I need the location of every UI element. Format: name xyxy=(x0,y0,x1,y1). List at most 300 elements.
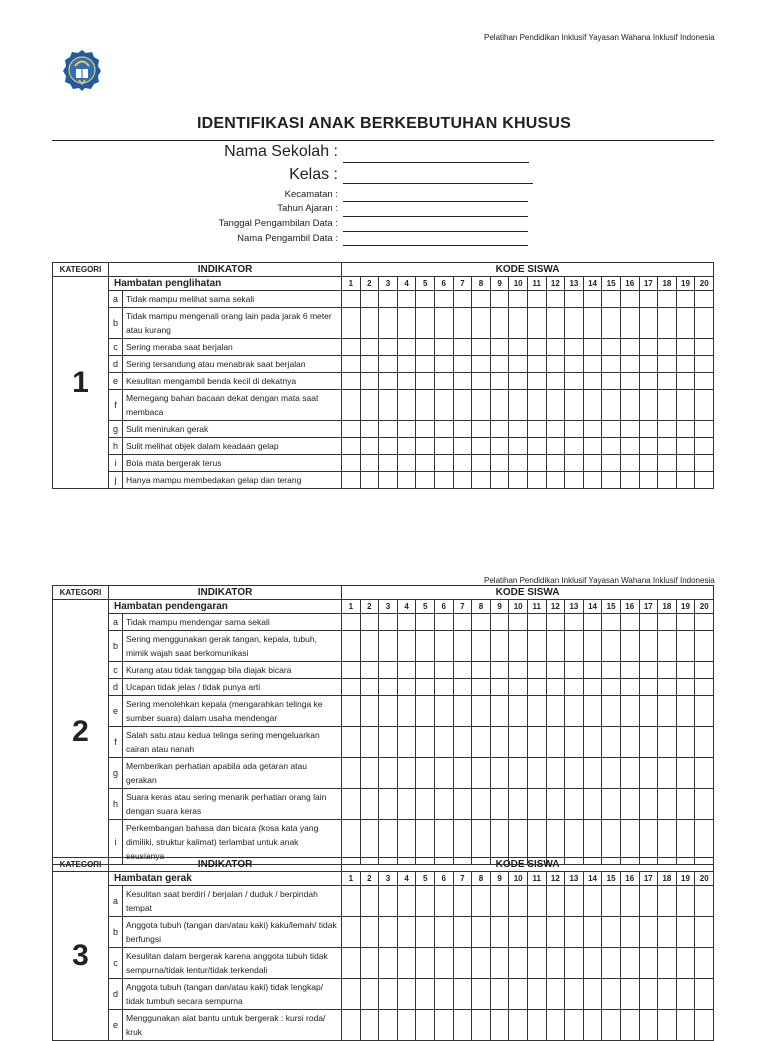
check-cell[interactable] xyxy=(565,948,584,979)
check-cell[interactable] xyxy=(546,373,565,390)
check-cell[interactable] xyxy=(416,291,435,308)
check-cell[interactable] xyxy=(602,472,621,489)
check-cell[interactable] xyxy=(620,614,639,631)
check-cell[interactable] xyxy=(453,696,472,727)
check-cell[interactable] xyxy=(565,631,584,662)
check-cell[interactable] xyxy=(583,455,602,472)
check-cell[interactable] xyxy=(342,614,361,631)
check-cell[interactable] xyxy=(676,979,695,1010)
check-cell[interactable] xyxy=(546,356,565,373)
check-cell[interactable] xyxy=(379,308,398,339)
check-cell[interactable] xyxy=(342,1010,361,1041)
check-cell[interactable] xyxy=(565,373,584,390)
check-cell[interactable] xyxy=(509,291,528,308)
check-cell[interactable] xyxy=(397,1010,416,1041)
check-cell[interactable] xyxy=(397,472,416,489)
check-cell[interactable] xyxy=(602,339,621,356)
check-cell[interactable] xyxy=(360,308,379,339)
check-cell[interactable] xyxy=(527,979,546,1010)
check-cell[interactable] xyxy=(620,696,639,727)
check-cell[interactable] xyxy=(416,696,435,727)
check-cell[interactable] xyxy=(360,886,379,917)
check-cell[interactable] xyxy=(658,631,677,662)
check-cell[interactable] xyxy=(342,373,361,390)
check-cell[interactable] xyxy=(695,1010,714,1041)
check-cell[interactable] xyxy=(695,438,714,455)
check-cell[interactable] xyxy=(360,696,379,727)
check-cell[interactable] xyxy=(434,373,453,390)
check-cell[interactable] xyxy=(676,472,695,489)
check-cell[interactable] xyxy=(620,727,639,758)
check-cell[interactable] xyxy=(546,438,565,455)
check-cell[interactable] xyxy=(509,455,528,472)
check-cell[interactable] xyxy=(602,679,621,696)
check-cell[interactable] xyxy=(695,631,714,662)
check-cell[interactable] xyxy=(397,886,416,917)
check-cell[interactable] xyxy=(472,308,491,339)
check-cell[interactable] xyxy=(509,614,528,631)
check-cell[interactable] xyxy=(546,917,565,948)
check-cell[interactable] xyxy=(527,291,546,308)
check-cell[interactable] xyxy=(676,789,695,820)
check-cell[interactable] xyxy=(602,631,621,662)
check-cell[interactable] xyxy=(695,948,714,979)
check-cell[interactable] xyxy=(527,455,546,472)
check-cell[interactable] xyxy=(546,631,565,662)
check-cell[interactable] xyxy=(453,438,472,455)
check-cell[interactable] xyxy=(416,373,435,390)
check-cell[interactable] xyxy=(676,727,695,758)
check-cell[interactable] xyxy=(397,455,416,472)
check-cell[interactable] xyxy=(434,291,453,308)
check-cell[interactable] xyxy=(397,356,416,373)
check-cell[interactable] xyxy=(416,979,435,1010)
check-cell[interactable] xyxy=(676,948,695,979)
check-cell[interactable] xyxy=(620,886,639,917)
check-cell[interactable] xyxy=(379,727,398,758)
check-cell[interactable] xyxy=(472,373,491,390)
check-cell[interactable] xyxy=(509,308,528,339)
check-cell[interactable] xyxy=(639,727,658,758)
check-cell[interactable] xyxy=(658,727,677,758)
check-cell[interactable] xyxy=(434,662,453,679)
check-cell[interactable] xyxy=(527,308,546,339)
check-cell[interactable] xyxy=(472,789,491,820)
check-cell[interactable] xyxy=(379,679,398,696)
check-cell[interactable] xyxy=(490,696,509,727)
check-cell[interactable] xyxy=(658,696,677,727)
check-cell[interactable] xyxy=(453,308,472,339)
check-cell[interactable] xyxy=(472,421,491,438)
check-cell[interactable] xyxy=(620,631,639,662)
check-cell[interactable] xyxy=(639,339,658,356)
check-cell[interactable] xyxy=(360,917,379,948)
check-cell[interactable] xyxy=(583,1010,602,1041)
check-cell[interactable] xyxy=(565,356,584,373)
check-cell[interactable] xyxy=(658,614,677,631)
check-cell[interactable] xyxy=(379,373,398,390)
check-cell[interactable] xyxy=(527,948,546,979)
check-cell[interactable] xyxy=(565,421,584,438)
check-cell[interactable] xyxy=(453,631,472,662)
check-cell[interactable] xyxy=(472,886,491,917)
check-cell[interactable] xyxy=(695,886,714,917)
check-cell[interactable] xyxy=(360,339,379,356)
check-cell[interactable] xyxy=(695,662,714,679)
check-cell[interactable] xyxy=(676,356,695,373)
check-cell[interactable] xyxy=(546,886,565,917)
check-cell[interactable] xyxy=(583,291,602,308)
check-cell[interactable] xyxy=(695,472,714,489)
check-cell[interactable] xyxy=(342,455,361,472)
check-cell[interactable] xyxy=(472,339,491,356)
check-cell[interactable] xyxy=(583,789,602,820)
check-cell[interactable] xyxy=(527,373,546,390)
check-cell[interactable] xyxy=(639,438,658,455)
check-cell[interactable] xyxy=(434,308,453,339)
check-cell[interactable] xyxy=(695,614,714,631)
check-cell[interactable] xyxy=(490,421,509,438)
check-cell[interactable] xyxy=(546,390,565,421)
check-cell[interactable] xyxy=(639,308,658,339)
check-cell[interactable] xyxy=(583,679,602,696)
check-cell[interactable] xyxy=(527,631,546,662)
check-cell[interactable] xyxy=(658,1010,677,1041)
check-cell[interactable] xyxy=(379,614,398,631)
check-cell[interactable] xyxy=(509,758,528,789)
check-cell[interactable] xyxy=(620,979,639,1010)
check-cell[interactable] xyxy=(342,308,361,339)
check-cell[interactable] xyxy=(490,472,509,489)
check-cell[interactable] xyxy=(397,696,416,727)
check-cell[interactable] xyxy=(379,455,398,472)
tahun-ajaran-field[interactable] xyxy=(343,216,528,217)
check-cell[interactable] xyxy=(472,1010,491,1041)
check-cell[interactable] xyxy=(397,390,416,421)
check-cell[interactable] xyxy=(342,789,361,820)
check-cell[interactable] xyxy=(695,758,714,789)
check-cell[interactable] xyxy=(490,789,509,820)
check-cell[interactable] xyxy=(490,979,509,1010)
check-cell[interactable] xyxy=(583,390,602,421)
check-cell[interactable] xyxy=(453,390,472,421)
check-cell[interactable] xyxy=(342,727,361,758)
check-cell[interactable] xyxy=(472,917,491,948)
check-cell[interactable] xyxy=(360,758,379,789)
check-cell[interactable] xyxy=(546,339,565,356)
check-cell[interactable] xyxy=(527,356,546,373)
check-cell[interactable] xyxy=(527,679,546,696)
check-cell[interactable] xyxy=(434,421,453,438)
check-cell[interactable] xyxy=(397,339,416,356)
check-cell[interactable] xyxy=(453,917,472,948)
check-cell[interactable] xyxy=(695,421,714,438)
check-cell[interactable] xyxy=(639,356,658,373)
check-cell[interactable] xyxy=(658,789,677,820)
check-cell[interactable] xyxy=(527,696,546,727)
check-cell[interactable] xyxy=(546,789,565,820)
check-cell[interactable] xyxy=(434,758,453,789)
check-cell[interactable] xyxy=(658,455,677,472)
check-cell[interactable] xyxy=(583,356,602,373)
check-cell[interactable] xyxy=(397,308,416,339)
check-cell[interactable] xyxy=(379,662,398,679)
check-cell[interactable] xyxy=(434,948,453,979)
check-cell[interactable] xyxy=(620,662,639,679)
check-cell[interactable] xyxy=(583,758,602,789)
check-cell[interactable] xyxy=(434,886,453,917)
check-cell[interactable] xyxy=(416,789,435,820)
check-cell[interactable] xyxy=(360,421,379,438)
check-cell[interactable] xyxy=(453,356,472,373)
check-cell[interactable] xyxy=(490,679,509,696)
check-cell[interactable] xyxy=(472,727,491,758)
check-cell[interactable] xyxy=(509,979,528,1010)
check-cell[interactable] xyxy=(379,789,398,820)
check-cell[interactable] xyxy=(397,421,416,438)
check-cell[interactable] xyxy=(453,662,472,679)
check-cell[interactable] xyxy=(546,679,565,696)
check-cell[interactable] xyxy=(602,390,621,421)
check-cell[interactable] xyxy=(342,472,361,489)
check-cell[interactable] xyxy=(639,1010,658,1041)
check-cell[interactable] xyxy=(342,631,361,662)
check-cell[interactable] xyxy=(565,917,584,948)
check-cell[interactable] xyxy=(676,662,695,679)
check-cell[interactable] xyxy=(509,1010,528,1041)
check-cell[interactable] xyxy=(490,356,509,373)
check-cell[interactable] xyxy=(453,979,472,1010)
check-cell[interactable] xyxy=(602,886,621,917)
check-cell[interactable] xyxy=(453,455,472,472)
check-cell[interactable] xyxy=(342,696,361,727)
check-cell[interactable] xyxy=(639,455,658,472)
check-cell[interactable] xyxy=(639,390,658,421)
check-cell[interactable] xyxy=(490,291,509,308)
check-cell[interactable] xyxy=(472,679,491,696)
check-cell[interactable] xyxy=(434,727,453,758)
check-cell[interactable] xyxy=(565,679,584,696)
check-cell[interactable] xyxy=(527,614,546,631)
check-cell[interactable] xyxy=(658,758,677,789)
check-cell[interactable] xyxy=(360,438,379,455)
check-cell[interactable] xyxy=(434,917,453,948)
check-cell[interactable] xyxy=(453,679,472,696)
check-cell[interactable] xyxy=(620,390,639,421)
check-cell[interactable] xyxy=(490,948,509,979)
check-cell[interactable] xyxy=(658,662,677,679)
check-cell[interactable] xyxy=(453,948,472,979)
check-cell[interactable] xyxy=(416,472,435,489)
check-cell[interactable] xyxy=(509,438,528,455)
check-cell[interactable] xyxy=(509,390,528,421)
kecamatan-field[interactable] xyxy=(343,201,528,202)
check-cell[interactable] xyxy=(342,390,361,421)
check-cell[interactable] xyxy=(397,614,416,631)
check-cell[interactable] xyxy=(490,662,509,679)
check-cell[interactable] xyxy=(397,948,416,979)
check-cell[interactable] xyxy=(546,308,565,339)
check-cell[interactable] xyxy=(360,727,379,758)
check-cell[interactable] xyxy=(602,696,621,727)
check-cell[interactable] xyxy=(583,727,602,758)
check-cell[interactable] xyxy=(676,308,695,339)
check-cell[interactable] xyxy=(416,727,435,758)
check-cell[interactable] xyxy=(658,886,677,917)
check-cell[interactable] xyxy=(527,758,546,789)
check-cell[interactable] xyxy=(342,679,361,696)
check-cell[interactable] xyxy=(490,339,509,356)
check-cell[interactable] xyxy=(639,917,658,948)
check-cell[interactable] xyxy=(658,356,677,373)
check-cell[interactable] xyxy=(490,455,509,472)
check-cell[interactable] xyxy=(583,373,602,390)
check-cell[interactable] xyxy=(695,696,714,727)
check-cell[interactable] xyxy=(397,662,416,679)
check-cell[interactable] xyxy=(509,356,528,373)
check-cell[interactable] xyxy=(509,679,528,696)
check-cell[interactable] xyxy=(620,455,639,472)
check-cell[interactable] xyxy=(676,1010,695,1041)
check-cell[interactable] xyxy=(453,421,472,438)
check-cell[interactable] xyxy=(527,727,546,758)
check-cell[interactable] xyxy=(602,291,621,308)
check-cell[interactable] xyxy=(472,948,491,979)
check-cell[interactable] xyxy=(509,662,528,679)
check-cell[interactable] xyxy=(583,948,602,979)
check-cell[interactable] xyxy=(620,356,639,373)
check-cell[interactable] xyxy=(583,662,602,679)
check-cell[interactable] xyxy=(509,886,528,917)
check-cell[interactable] xyxy=(639,758,658,789)
check-cell[interactable] xyxy=(695,339,714,356)
check-cell[interactable] xyxy=(379,631,398,662)
check-cell[interactable] xyxy=(453,886,472,917)
check-cell[interactable] xyxy=(546,421,565,438)
check-cell[interactable] xyxy=(695,373,714,390)
check-cell[interactable] xyxy=(342,917,361,948)
check-cell[interactable] xyxy=(602,917,621,948)
check-cell[interactable] xyxy=(360,373,379,390)
check-cell[interactable] xyxy=(620,917,639,948)
check-cell[interactable] xyxy=(583,421,602,438)
check-cell[interactable] xyxy=(490,1010,509,1041)
check-cell[interactable] xyxy=(490,373,509,390)
check-cell[interactable] xyxy=(639,696,658,727)
check-cell[interactable] xyxy=(602,438,621,455)
check-cell[interactable] xyxy=(676,917,695,948)
check-cell[interactable] xyxy=(453,727,472,758)
check-cell[interactable] xyxy=(360,356,379,373)
check-cell[interactable] xyxy=(565,886,584,917)
check-cell[interactable] xyxy=(434,614,453,631)
check-cell[interactable] xyxy=(397,438,416,455)
check-cell[interactable] xyxy=(565,727,584,758)
check-cell[interactable] xyxy=(342,291,361,308)
check-cell[interactable] xyxy=(565,390,584,421)
check-cell[interactable] xyxy=(342,438,361,455)
check-cell[interactable] xyxy=(490,886,509,917)
check-cell[interactable] xyxy=(583,631,602,662)
check-cell[interactable] xyxy=(360,679,379,696)
check-cell[interactable] xyxy=(416,614,435,631)
tanggal-field[interactable] xyxy=(343,231,528,232)
check-cell[interactable] xyxy=(379,339,398,356)
check-cell[interactable] xyxy=(379,979,398,1010)
check-cell[interactable] xyxy=(416,1010,435,1041)
check-cell[interactable] xyxy=(379,1010,398,1041)
check-cell[interactable] xyxy=(658,421,677,438)
check-cell[interactable] xyxy=(565,789,584,820)
check-cell[interactable] xyxy=(527,1010,546,1041)
check-cell[interactable] xyxy=(472,438,491,455)
check-cell[interactable] xyxy=(472,455,491,472)
check-cell[interactable] xyxy=(546,472,565,489)
check-cell[interactable] xyxy=(434,356,453,373)
check-cell[interactable] xyxy=(472,472,491,489)
check-cell[interactable] xyxy=(416,662,435,679)
check-cell[interactable] xyxy=(546,696,565,727)
check-cell[interactable] xyxy=(695,291,714,308)
check-cell[interactable] xyxy=(342,979,361,1010)
check-cell[interactable] xyxy=(434,472,453,489)
check-cell[interactable] xyxy=(472,758,491,789)
check-cell[interactable] xyxy=(546,614,565,631)
check-cell[interactable] xyxy=(360,979,379,1010)
check-cell[interactable] xyxy=(602,614,621,631)
check-cell[interactable] xyxy=(658,979,677,1010)
check-cell[interactable] xyxy=(676,438,695,455)
check-cell[interactable] xyxy=(695,979,714,1010)
check-cell[interactable] xyxy=(509,696,528,727)
check-cell[interactable] xyxy=(416,455,435,472)
check-cell[interactable] xyxy=(583,438,602,455)
check-cell[interactable] xyxy=(453,758,472,789)
check-cell[interactable] xyxy=(658,390,677,421)
check-cell[interactable] xyxy=(620,758,639,789)
check-cell[interactable] xyxy=(453,1010,472,1041)
check-cell[interactable] xyxy=(527,390,546,421)
check-cell[interactable] xyxy=(434,979,453,1010)
check-cell[interactable] xyxy=(509,631,528,662)
check-cell[interactable] xyxy=(379,948,398,979)
check-cell[interactable] xyxy=(490,390,509,421)
check-cell[interactable] xyxy=(416,308,435,339)
check-cell[interactable] xyxy=(360,390,379,421)
check-cell[interactable] xyxy=(620,472,639,489)
check-cell[interactable] xyxy=(416,438,435,455)
check-cell[interactable] xyxy=(360,662,379,679)
check-cell[interactable] xyxy=(379,390,398,421)
check-cell[interactable] xyxy=(472,631,491,662)
check-cell[interactable] xyxy=(565,308,584,339)
check-cell[interactable] xyxy=(676,455,695,472)
check-cell[interactable] xyxy=(527,789,546,820)
check-cell[interactable] xyxy=(509,948,528,979)
check-cell[interactable] xyxy=(360,631,379,662)
check-cell[interactable] xyxy=(490,631,509,662)
check-cell[interactable] xyxy=(342,662,361,679)
check-cell[interactable] xyxy=(527,339,546,356)
check-cell[interactable] xyxy=(397,373,416,390)
check-cell[interactable] xyxy=(639,614,658,631)
check-cell[interactable] xyxy=(509,339,528,356)
check-cell[interactable] xyxy=(602,373,621,390)
check-cell[interactable] xyxy=(434,390,453,421)
check-cell[interactable] xyxy=(695,390,714,421)
check-cell[interactable] xyxy=(527,421,546,438)
check-cell[interactable] xyxy=(490,917,509,948)
